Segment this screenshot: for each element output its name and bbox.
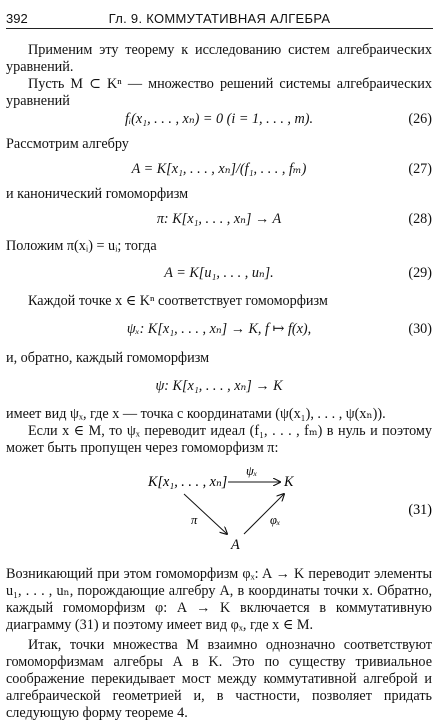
commutative-diagram	[6, 460, 432, 555]
equation-29-number: (29)	[408, 265, 432, 281]
paragraph-canonical-homomorphism: и канонический гомоморфизм	[6, 186, 189, 202]
paragraph-if-x-in-m: Если x ∈ M, то ψₓ переводит идеал (f₁, . . . , fₘ) в нуль и поэтому может быть пропущен через гомоморфизм π:	[6, 423, 432, 456]
equation-psi-formula: ψ: K[x₁, . . . , xₙ] → K	[155, 378, 283, 394]
equation-28-number: (28)	[408, 211, 432, 227]
equation-26	[6, 111, 432, 131]
equation-30-formula: ψₓ: K[x₁, . . . , xₙ] → K, f ↦ f(x),	[126, 321, 312, 337]
paragraph-set-of-solutions: Пусть M ⊂ Kⁿ — множество решений системы алгебраических уравнений	[6, 76, 432, 109]
paragraph-thus-points: Итак, точки множества M взаимно однозначно соответствуют гомоморфизмам алгебры A в K. Это по существу тривиальное соображение перекидывает мост между коммутативной алгеброй и алгебраической геометрией и, в частности, позволяет придать следующую форму теореме 4.	[6, 637, 432, 721]
diagram-top-right: K	[284, 474, 294, 490]
equation-psi	[6, 378, 432, 398]
equation-28	[6, 211, 432, 231]
equation-30-number: (30)	[408, 321, 432, 337]
left-arrow-label: π	[191, 513, 198, 527]
equation-26-number: (26)	[408, 111, 432, 127]
diagram-bottom: A	[231, 537, 240, 553]
equation-27-formula: A = K[x₁, . . . , xₙ]/(f₁, . . . , fₘ)	[131, 161, 307, 177]
equation-29-formula: A = K[u₁, . . . , uₙ].	[164, 265, 274, 281]
chapter-title: Гл. 9. КОММУТАТИВНАЯ АЛГЕБРА	[108, 11, 331, 26]
equation-28-formula: π: K[x₁, . . . , xₙ] → A	[156, 211, 282, 227]
diagram-number: (31)	[408, 502, 432, 518]
paragraph-conversely: и, обратно, каждый гомоморфизм	[6, 350, 210, 366]
equation-26-formula: fᵢ(x₁, . . . , xₙ) = 0 (i = 1, . . . , m).	[124, 111, 314, 127]
running-header	[6, 8, 433, 29]
page-number: 392	[6, 11, 28, 26]
equation-27-number: (27)	[408, 161, 432, 177]
paragraph-each-point: Каждой точке x ∈ Kⁿ соответствует гомоморфизм	[28, 293, 328, 309]
equation-27	[6, 161, 432, 181]
equation-29	[6, 265, 432, 285]
diagram-top-left: K[x₁, . . . , xₙ]	[148, 474, 228, 490]
paragraph-has-form: имеет вид ψₓ, где x — точка с координатами (ψ(x₁), . . . , ψ(xₙ)).	[6, 406, 386, 422]
paragraph-consider-algebra: Рассмотрим алгебру	[6, 136, 129, 152]
paragraph-arising-homomorphism: Возникающий при этом гомоморфизм φₓ: A → K переводит элементы u₁, . . . , uₙ, порождающие алгебру A, в координаты точки x. Обратно, каждый гомоморфизм φ: A → K включается в коммутативную диаграмму (31) и поэтому имеет вид φₓ, где x ∈ M.	[6, 566, 432, 633]
right-arrow-label: φₓ	[270, 513, 281, 527]
equation-30	[6, 321, 432, 341]
paragraph-apply-theorem: Применим эту теорему к исследованию систем алгебраических уравнений.	[6, 42, 432, 75]
paragraph-put-pi: Положим π(xᵢ) = uᵢ; тогда	[6, 238, 157, 254]
top-arrow-label: ψₓ	[246, 464, 258, 478]
